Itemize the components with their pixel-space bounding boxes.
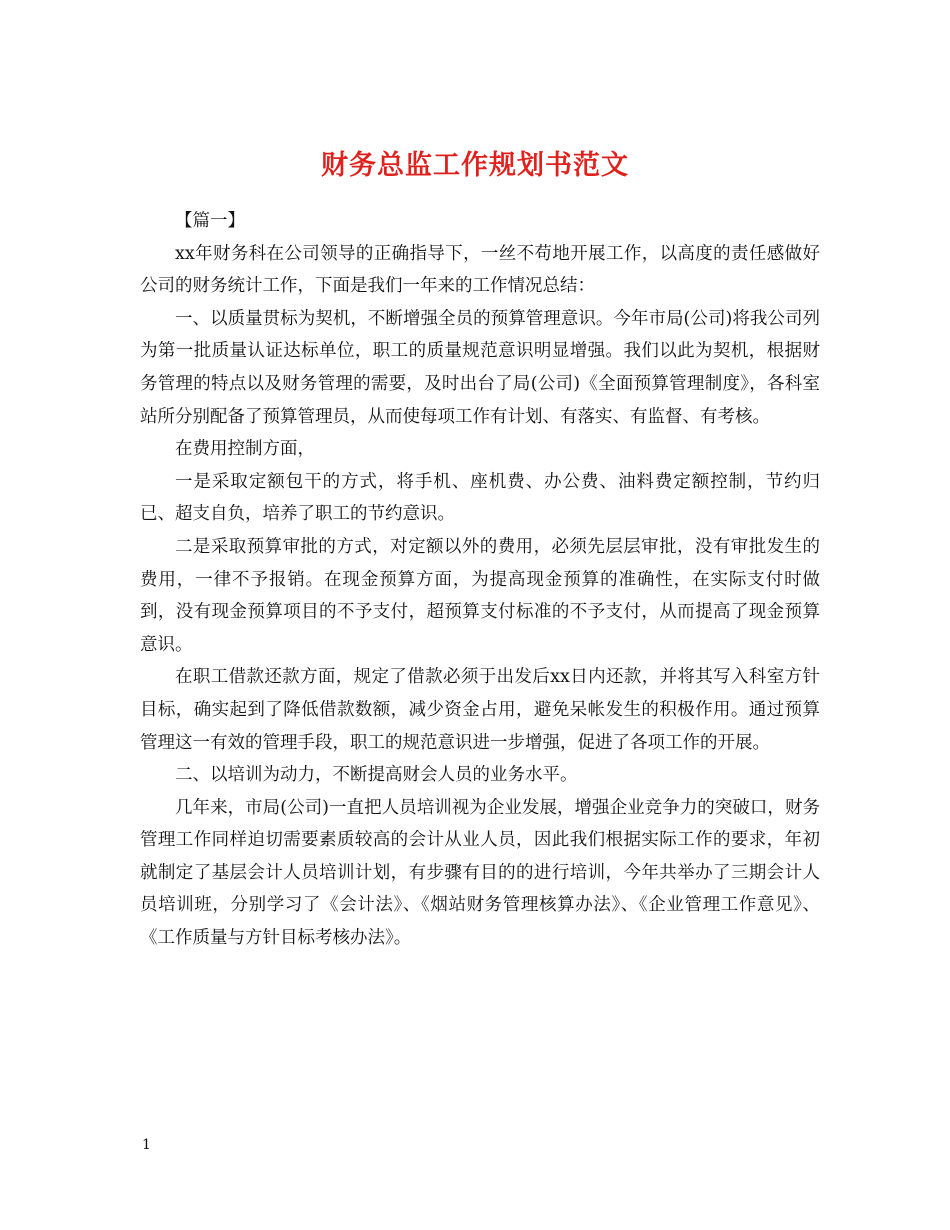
paragraph: 一、以质量贯标为契机，不断增强全员的预算管理意识。今年市局(公司)将我公司列为第一批质量认证达标单位，职工的质量规范意识明显增强。我们以此为契机，根据财务管理的特点以及财务管理的需要，及时出台了局(公司)《全面预算管理制度》，各科室站所分别配备了预算管理员，从而使每项工作有计划、有落实、有监督、有考核。 [140, 308, 820, 427]
page-number: 1 [142, 1137, 151, 1153]
paragraph: 几年来，市局(公司)一直把人员培训视为企业发展，增强企业竞争力的突破口，财务管理工作同样迫切需要素质较高的会计从业人员，因此我们根据实际工作的要求，年初就制定了基层会计人员培训计划，有步骤有目的的进行培训，今年共举办了三期会计人员培训班，分别学习了《会计法》、《烟站财务管理核算办法》、《企业管理工作意见》、《工作质量与方针目标考核办法》。 [140, 797, 820, 949]
paragraph: 二、以培训为动力，不断提高财会人员的业务水平。 [175, 765, 578, 786]
paragraph: 在费用控制方面， [175, 439, 315, 460]
paragraph: xx年财务科在公司领导的正确指导下，一丝不苟地开展工作，以高度的责任感做好公司的财务统计工作，下面是我们一年来的工作情况总结： [140, 243, 820, 297]
paragraph: 在职工借款还款方面，规定了借款必须于出发后xx日内还款，并将其写入科室方针目标，确实起到了降低借款数额，减少资金占用，避免呆帐发生的积极作用。通过预算管理这一有效的管理手段，职工的规范意识进一步增强，促进了各项工作的开展。 [140, 667, 820, 753]
document-body [140, 205, 820, 955]
section-heading: 【篇一】 [175, 211, 245, 231]
paragraph: 一是采取定额包干的方式，将手机、座机费、办公费、油料费定额控制，节约归已、超支自负，培养了职工的节约意识。 [140, 471, 820, 525]
document-title: 财务总监工作规划书范文 [321, 150, 629, 182]
paragraph: 二是采取预算审批的方式，对定额以外的费用，必须先层层审批，没有审批发生的费用，一律不予报销。在现金预算方面，为提高现金预算的准确性，在实际支付时做到，没有现金预算项目的不予支付，超预算支付标准的不予支付，从而提高了现金预算意识。 [140, 536, 820, 655]
